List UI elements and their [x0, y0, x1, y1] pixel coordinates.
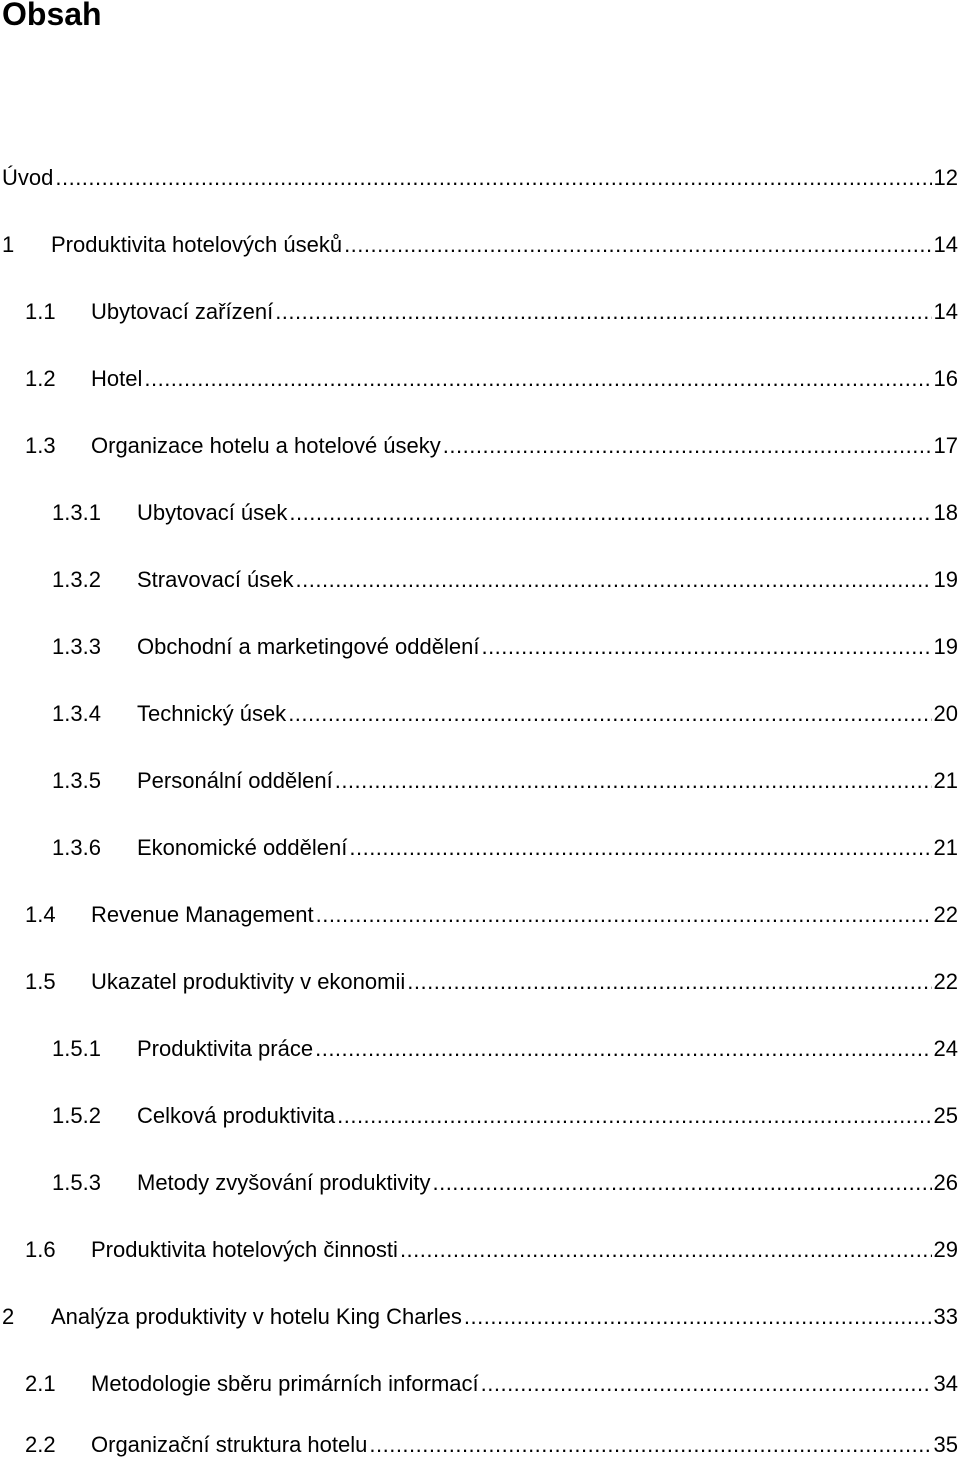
toc-entry-page: 25	[933, 1103, 958, 1128]
toc-entry-1-5-1[interactable]	[52, 1034, 958, 1064]
toc-entry-number: 1.3.6	[52, 835, 101, 860]
toc-entry-page: 26	[933, 1170, 958, 1195]
toc-dot-leader	[349, 833, 931, 863]
toc-entry-title: Ubytovací úsek	[137, 500, 288, 525]
toc-entry-number: 1.5	[25, 969, 56, 994]
toc-dot-leader	[55, 163, 931, 193]
toc-dot-leader	[337, 1101, 931, 1131]
toc-entry-1-6[interactable]	[25, 1235, 958, 1265]
toc-entry-number: 2.2	[25, 1432, 56, 1457]
toc-dot-leader	[316, 900, 932, 930]
toc-entry-1-3-4[interactable]	[52, 699, 958, 729]
toc-entry-number: 1	[2, 232, 15, 257]
toc-entry-title: Produktivita hotelových úseků	[51, 232, 343, 257]
toc-entry-page: 21	[933, 835, 958, 860]
toc-entry-title: Analýza produktivity v hotelu King Charles	[51, 1304, 462, 1329]
toc-dot-leader	[400, 1235, 932, 1265]
toc-entry-title: Ukazatel produktivity v ekonomii	[91, 969, 406, 994]
toc-dot-leader	[443, 431, 932, 461]
toc-entry-page: 22	[933, 902, 958, 927]
toc-entry-title: Metody zvyšování produktivity	[137, 1170, 431, 1195]
toc-entry-number: 1.1	[25, 299, 56, 324]
toc-entry-title: Ubytovací zařízení	[91, 299, 274, 324]
toc-entry-title: Úvod	[2, 165, 54, 190]
toc-entry-2-2[interactable]	[25, 1430, 958, 1460]
toc-entry-number: 2	[2, 1304, 15, 1329]
toc-dot-leader	[481, 632, 931, 662]
toc-entry-1-3-5[interactable]	[52, 766, 958, 796]
toc-entry-1-3-6[interactable]	[52, 833, 958, 863]
toc-dot-leader	[344, 230, 931, 260]
toc-entry-title: Personální oddělení	[137, 768, 333, 793]
toc-entry-title: Stravovací úsek	[137, 567, 294, 592]
toc-entry-page: 16	[933, 366, 958, 391]
toc-entry-1-5[interactable]	[25, 967, 958, 997]
toc-entry-title: Produktivita práce	[137, 1036, 314, 1061]
toc-entry-page: 19	[933, 567, 958, 592]
toc-entry-number: 1.3.1	[52, 500, 101, 525]
toc-entry-page: 22	[933, 969, 958, 994]
toc-dot-leader	[432, 1168, 931, 1198]
toc-entry-title: Organizace hotelu a hotelové úseky	[91, 433, 441, 458]
toc-entry-page: 12	[933, 165, 958, 190]
toc-dot-leader	[315, 1034, 931, 1064]
toc-entry-title: Produktivita hotelových činnosti	[91, 1237, 398, 1262]
toc-entry-number: 1.3.2	[52, 567, 101, 592]
toc-entry-1-5-3[interactable]	[52, 1168, 958, 1198]
toc-entry-page: 35	[933, 1432, 958, 1457]
toc-dot-leader	[289, 498, 931, 528]
toc-entry-intro[interactable]	[2, 163, 958, 193]
toc-entry-number: 1.5.3	[52, 1170, 101, 1195]
toc-entry-page: 20	[933, 701, 958, 726]
toc-entry-number: 1.6	[25, 1237, 56, 1262]
toc-entry-page: 14	[933, 232, 958, 257]
toc-entry-1-4[interactable]	[25, 900, 958, 930]
toc-dot-leader	[275, 297, 931, 327]
toc-entry-page: 18	[933, 500, 958, 525]
toc-entry-page: 29	[933, 1237, 958, 1262]
toc-entry-number: 2.1	[25, 1371, 56, 1396]
toc-entry-number: 1.3	[25, 433, 56, 458]
toc-entry-number: 1.4	[25, 902, 56, 927]
toc-dot-leader	[288, 699, 931, 729]
toc-entry-number: 1.5.1	[52, 1036, 101, 1061]
toc-dot-leader	[296, 565, 932, 595]
toc-entry-page: 21	[933, 768, 958, 793]
toc-entry-2[interactable]	[2, 1302, 958, 1332]
toc-dot-leader	[407, 967, 931, 997]
toc-entry-number: 1.3.5	[52, 768, 101, 793]
toc-entry-number: 1.2	[25, 366, 56, 391]
toc-entry-1-2[interactable]	[25, 364, 958, 394]
toc-entry-number: 1.3.4	[52, 701, 101, 726]
toc-entry-page: 17	[933, 433, 958, 458]
toc-entry-page: 19	[933, 634, 958, 659]
toc-dot-leader	[481, 1369, 932, 1399]
toc-entry-title: Ekonomické oddělení	[137, 835, 348, 860]
toc-dot-leader	[464, 1302, 932, 1332]
toc-entry-page: 14	[933, 299, 958, 324]
toc-entry-1-3-3[interactable]	[52, 632, 958, 662]
toc-entry-title: Celková produktivita	[137, 1103, 336, 1128]
toc-entry-title: Metodologie sběru primárních informací	[91, 1371, 479, 1396]
toc-entry-1-3-1[interactable]	[52, 498, 958, 528]
page-title: Obsah	[2, 0, 102, 32]
toc-entry-1-1[interactable]	[25, 297, 958, 327]
toc-entry-page: 33	[933, 1304, 958, 1329]
toc-entry-number: 1.5.2	[52, 1103, 101, 1128]
toc-dot-leader	[144, 364, 931, 394]
toc-dot-leader	[369, 1430, 931, 1460]
toc-entry-title: Organizační struktura hotelu	[91, 1432, 368, 1457]
toc-entry-number: 1.3.3	[52, 634, 101, 659]
toc-entry-1-5-2[interactable]	[52, 1101, 958, 1131]
toc-dot-leader	[335, 766, 932, 796]
toc-entry-title: Obchodní a marketingové oddělení	[137, 634, 480, 659]
toc-entry-1-3-2[interactable]	[52, 565, 958, 595]
toc-entry-title: Revenue Management	[91, 902, 314, 927]
toc-entry-2-1[interactable]	[25, 1369, 958, 1399]
toc-entry-1[interactable]	[2, 230, 958, 260]
toc-entry-1-3[interactable]	[25, 431, 958, 461]
toc-entry-title: Hotel	[91, 366, 143, 391]
toc-entry-page: 34	[933, 1371, 958, 1396]
toc-entry-page: 24	[933, 1036, 958, 1061]
toc-entry-title: Technický úsek	[137, 701, 287, 726]
